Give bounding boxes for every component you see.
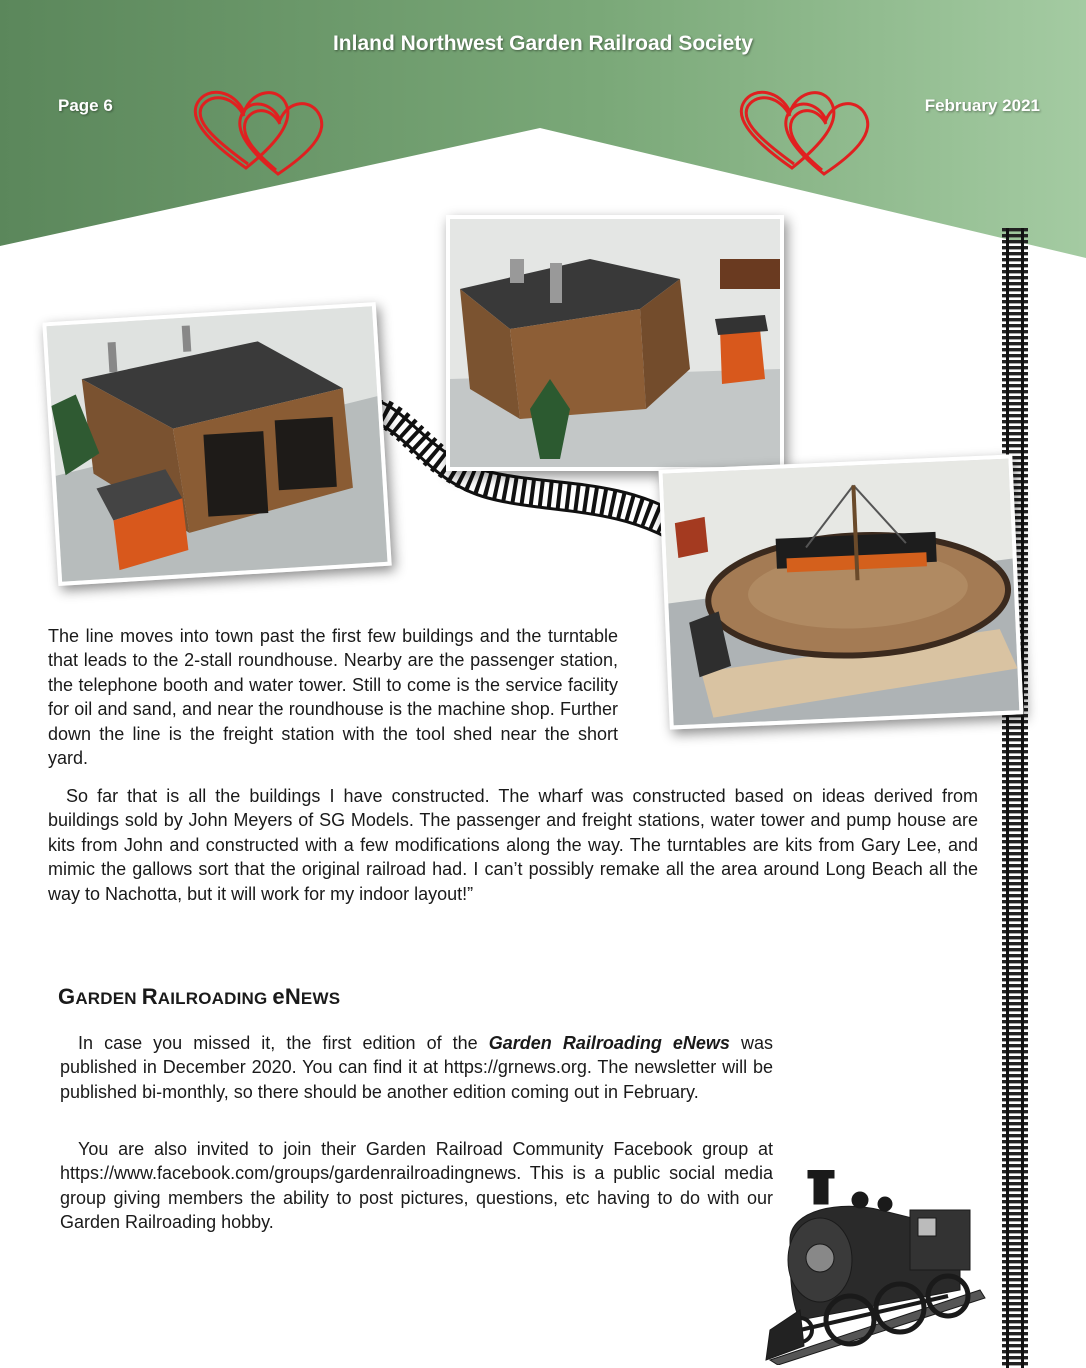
issue-date: February 2021	[924, 96, 1040, 115]
title-letter-e: e	[272, 984, 285, 1009]
title-letter-r: R	[141, 984, 158, 1009]
hearts-left-icon	[186, 78, 331, 180]
vertical-track-icon	[1000, 228, 1030, 1368]
page-number: Page 6	[58, 96, 113, 115]
title-ews: EWS	[300, 989, 341, 1008]
hearts-right-icon	[732, 78, 877, 180]
title-letter-n: N	[284, 984, 301, 1009]
two-stall-roundhouse-photo	[42, 302, 391, 586]
section-paragraph-2: You are also invited to join their Garden Railroad Community Facebook group at https://www.facebook.com/groups/gardenrailroadingnews. This is a public social media group giving members the ability to post pictures, questions, etc having to do with our Garden Railroading hobby.	[60, 1139, 773, 1233]
steam-locomotive-icon	[760, 1170, 990, 1365]
title-ailroading: AILROADING	[157, 989, 273, 1008]
roundhouse-side-photo	[446, 215, 784, 471]
turntable-photo	[658, 454, 1023, 729]
para3-after: was published in December 2020. You can find it at https://grnews.org. The newsletter will be published bi-monthly, so there should be another edition coming out in February.	[60, 1033, 774, 1102]
article-paragraph-2: So far that is all the buildings I have constructed. The wharf was constructed based on ideas derived from buildings sold by John Meyers of SG Models. The passenger and freight stations, water tower and pump house are kits from John and constructed with a few modifications along the way. The turntables are kits from Gary Lee, and mimic the gallows sort that the original railroad had. I can’t possibly remake all the area around Long Beach all the way to Nachotta, but it will work for my indoor layout!”	[48, 786, 978, 904]
section-title	[58, 984, 340, 1010]
title-letter-g: G	[58, 984, 76, 1009]
para3-before: In case you missed it, the first edition of the	[78, 1033, 489, 1053]
title-arden: ARDEN	[75, 989, 142, 1008]
article-paragraph-1: The line moves into town past the first few buildings and the turntable that leads to the 2-stall roundhouse. Nearby are the passenger station, the telephone booth and water tower. Still to come is the service facility for oil and sand, and near the roundhouse is the machine shop. Further down the line is the freight station with the tool shed near the short yard.	[48, 626, 618, 769]
enews-title: Garden Railroading eNews	[488, 1033, 730, 1053]
section-paragraph-1	[60, 1031, 773, 1104]
society-name: Inland Northwest Garden Railroad Society	[332, 32, 754, 55]
